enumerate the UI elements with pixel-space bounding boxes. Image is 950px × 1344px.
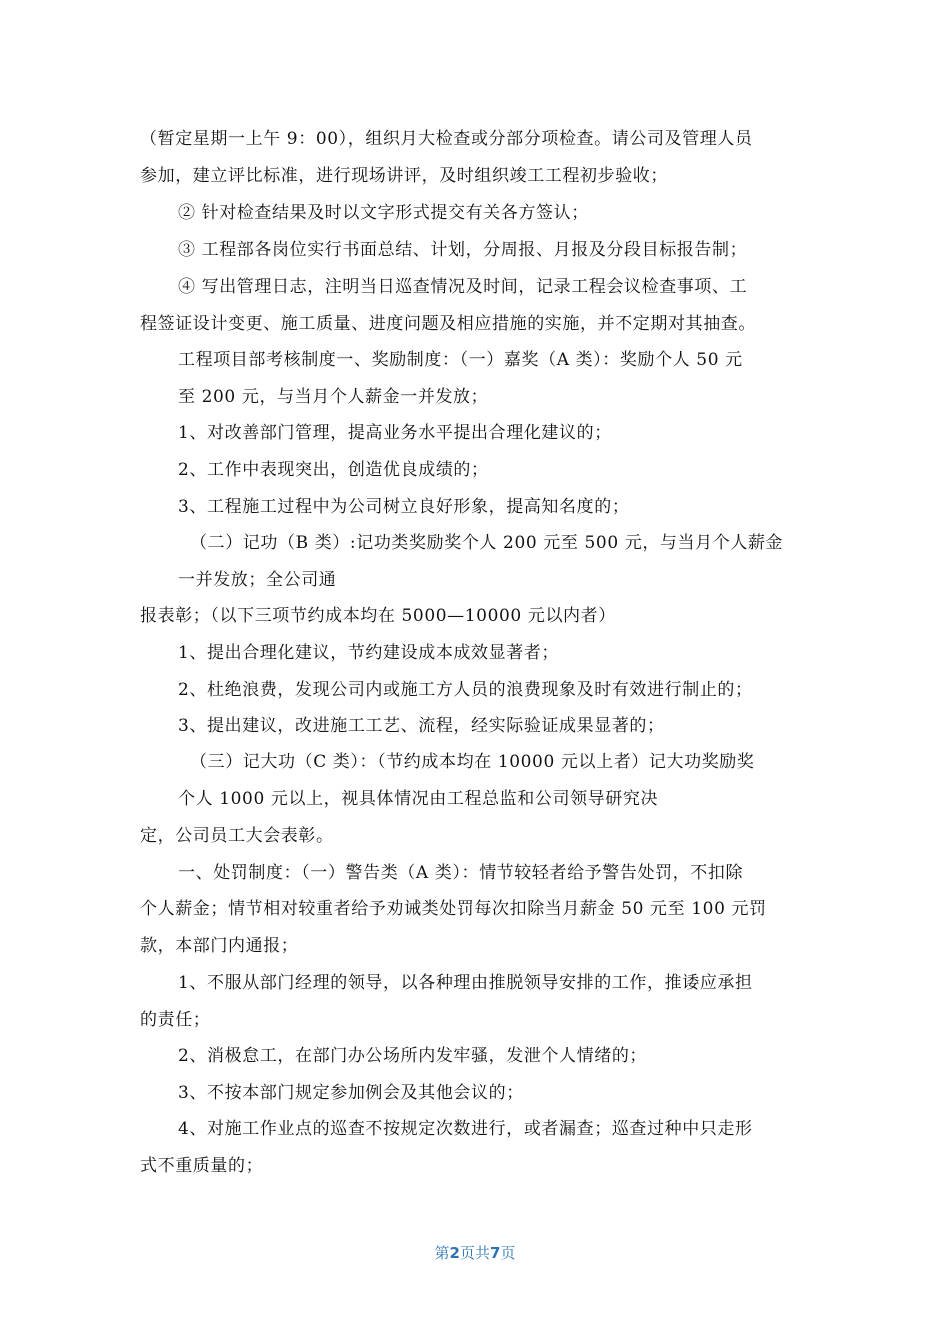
text-line: 款，本部门内通报； — [140, 936, 299, 956]
text-line: 式不重质量的； — [140, 1156, 264, 1176]
text-line: 个人 1000 元以上，视具体情况由工程总监和公司领导研究决 — [178, 789, 659, 809]
text-line: 程签证设计变更、施工质量、进度问题及相应措施的实施，并不定期对其抽查。 — [140, 314, 756, 334]
text-line: ④ 写出管理日志，注明当日巡查情况及时间，记录工程会议检查事项、工 — [178, 277, 748, 297]
page-footer — [0, 1242, 950, 1263]
text-line: （三）记大功（C 类）：（节约成本均在 10000 元以上者）记大功奖励奖 — [190, 752, 755, 772]
text-line: 2、杜绝浪费，发现公司内或施工方人员的浪费现象及时有效进行制止的； — [178, 680, 753, 700]
text-line: 一、处罚制度：（一）警告类（A 类）：情节较轻者给予警告处罚，不扣除 — [178, 863, 744, 883]
text-line: ② 针对检查结果及时以文字形式提交有关各方签认； — [178, 203, 589, 223]
footer-suffix: 页 — [500, 1244, 516, 1262]
text-line: 报表彰；（以下三项节约成本均在 5000—10000 元以内者） — [140, 606, 616, 626]
text-line: 1、不服从部门经理的领导，以各种理由推脱领导安排的工作，推诿应承担 — [178, 973, 753, 993]
text-line: 参加，建立评比标准，进行现场讲评，及时组织竣工工程初步验收； — [140, 166, 668, 186]
text-line: 3、工程施工过程中为公司树立良好形象，提高知名度的； — [178, 497, 630, 517]
text-line: ③ 工程部各岗位实行书面总结、计划，分周报、月报及分段目标报告制； — [178, 240, 748, 260]
text-line: 定，公司员工大会表彰。 — [140, 826, 334, 846]
footer-total-pages: 7 — [490, 1244, 501, 1262]
footer-page-number: 2 — [449, 1244, 460, 1262]
text-line: 1、提出合理化建议，节约建设成本成效显著者； — [178, 643, 560, 663]
text-line: （二）记功（B 类）:记功类奖励奖个人 200 元至 500 元，与当月个人薪金 — [190, 533, 784, 553]
text-line: 3、提出建议，改进施工工艺、流程，经实际验证成果显著的； — [178, 716, 665, 736]
footer-prefix: 第 — [434, 1244, 450, 1262]
text-line: 4、对施工作业点的巡查不按规定次数进行，或者漏查；巡查过种中只走形 — [178, 1119, 753, 1139]
text-line: 一并发放；全公司通 — [178, 570, 337, 590]
text-line: 3、不按本部门规定参加例会及其他会议的； — [178, 1083, 524, 1103]
text-line: 个人薪金；情节相对较重者给予劝诫类处罚每次扣除当月薪金 50 元至 100 元罚 — [140, 899, 767, 919]
text-line: 工程项目部考核制度一、奖励制度：（一）嘉奖（A 类）：奖励个人 50 元 — [178, 350, 743, 370]
text-line: （暂定星期一上午 9：00），组织月大检查或分部分项检查。请公司及管理人员 — [140, 129, 753, 149]
text-line: 2、消极怠工，在部门办公场所内发牢骚，发泄个人情绪的； — [178, 1046, 648, 1066]
text-line: 至 200 元，与当月个人薪金一并发放； — [178, 387, 489, 407]
text-line: 2、工作中表现突出，创造优良成绩的； — [178, 460, 489, 480]
text-line: 的责任； — [140, 1010, 211, 1030]
text-line: 1、对改善部门管理，提高业务水平提出合理化建议的； — [178, 423, 612, 443]
footer-middle: 页共 — [459, 1244, 490, 1262]
